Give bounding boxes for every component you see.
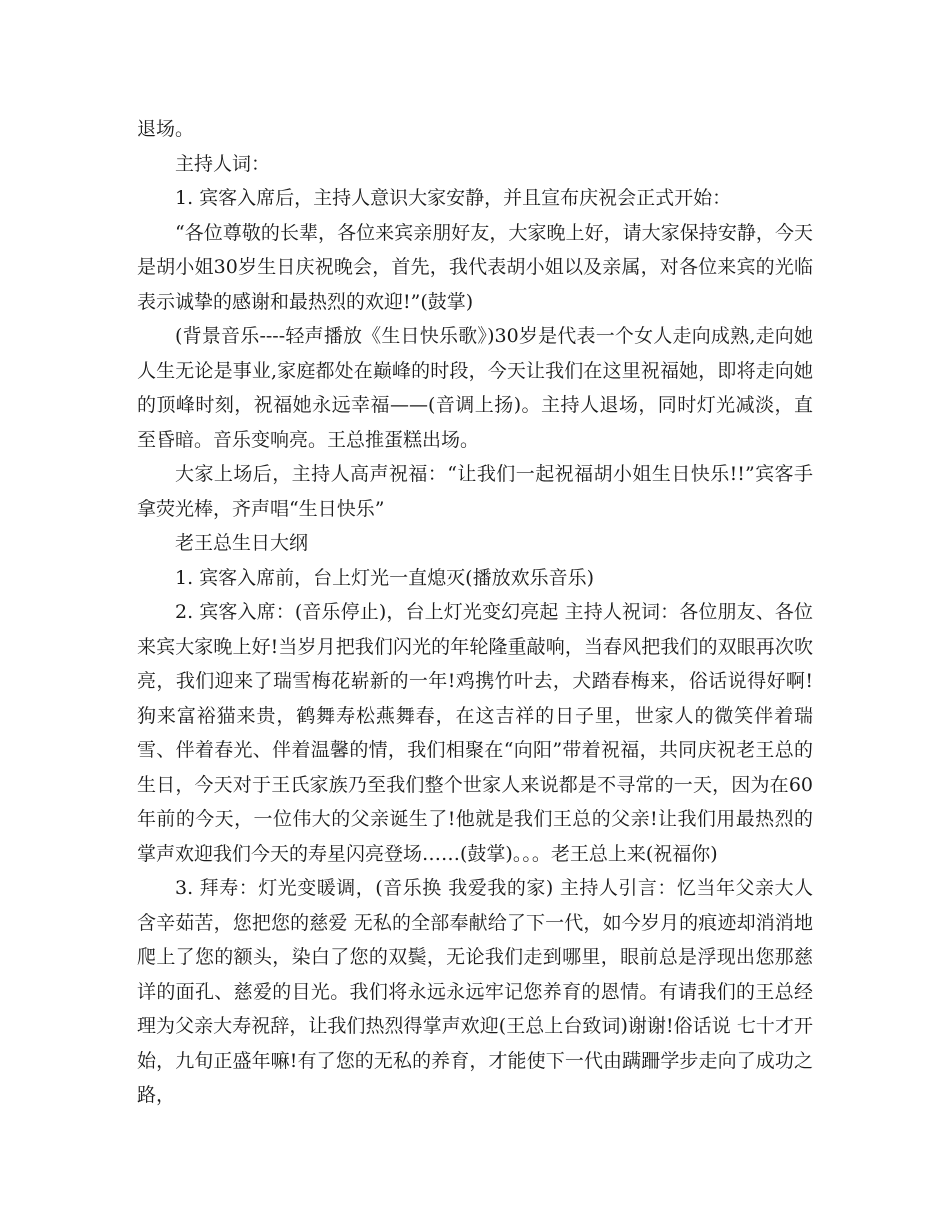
heading-birthday-outline: 老王总生日大纲 <box>175 532 309 554</box>
paragraph-background-music: (背景音乐----轻声播放《生日快乐歌》)30岁是代表一个女人走向成熟,走向她人生无论是事业,家庭都处在巅峰的时段，今天让我们在这里祝福她，即将走向她的顶峰时刻，祝福她永远幸福——(音调上扬)。主持人退场，同时灯光减淡，直至昏暗。音乐变响亮。王总推蛋糕出场。 <box>137 325 813 451</box>
paragraph-opening-speech: “各位尊敬的长辈，各位来宾亲朋好友，大家晚上好，请大家保持安静，今天是胡小姐30岁生日庆祝晚会，首先，我代表胡小姐以及亲属，对各位来宾的光临表示诚挚的感谢和最热烈的欢迎!”(鼓掌) <box>137 221 813 313</box>
paragraph-outline-step-1: 1. 宾客入席前，台上灯光一直熄灭(播放欢乐音乐) <box>175 566 594 589</box>
document-body <box>137 112 813 1113</box>
paragraph-exit: 退场。 <box>137 118 195 140</box>
heading-host-script: 主持人词： <box>175 152 271 175</box>
paragraph-birthday-wish: 大家上场后，主持人高声祝福：“让我们一起祝福胡小姐生日快乐!!”宾客手拿荧光棒，齐声唱“生日快乐” <box>137 463 813 520</box>
paragraph-outline-step-2: 2. 宾客入席：(音乐停止)，台上灯光变幻亮起 主持人祝词：各位朋友、各位来宾大家晚上好!当岁月把我们闪光的年轮隆重敲响，当春风把我们的双眼再次吹亮，我们迎来了瑞雪梅花崭新的一年!鸡携竹叶去，犬踏春梅来，俗话说得好啊!狗来富裕猫来贵，鹤舞寿松燕舞春，在这吉祥的日子里，世家人的微笑伴着瑞雪、伴着春光、伴着温馨的情，我们相聚在“向阳”带着祝福，共同庆祝老王总的生日，今天对于王氏家族乃至我们整个世家人来说都是不寻常的一天，因为在60年前的今天，一位伟大的父亲诞生了!他就是我们王总的父亲!让我们用最热烈的掌声欢迎我们今天的寿星闪亮登场……(鼓掌)。。。老王总上来(祝福你) <box>137 601 813 865</box>
paragraph-step-1-guests-seated: 1. 宾客入席后，主持人意识大家安静，并且宣布庆祝会正式开始： <box>175 187 732 209</box>
paragraph-outline-step-3: 3. 拜寿：灯光变暖调，(音乐换 我爱我的家) 主持人引言：忆当年父亲大人含辛茹苦，您把您的慈爱 无私的全部奉献给了下一代，如今岁月的痕迹却消消地爬上了您的额头，染白了您的双鬓，无论我们走到哪里，眼前总是浮现出您那慈详的面孔、慈爱的目光。我们将永远永远牢记您养育的恩情。有请我们的王总经理为父亲大寿祝辞，让我们热烈得掌声欢迎(王总上台致词)谢谢!俗话说 七十才开始，九旬正盛年嘛!有了您的无私的养育，才能使下一代由蹒跚学步走向了成功之路， <box>137 877 813 1106</box>
